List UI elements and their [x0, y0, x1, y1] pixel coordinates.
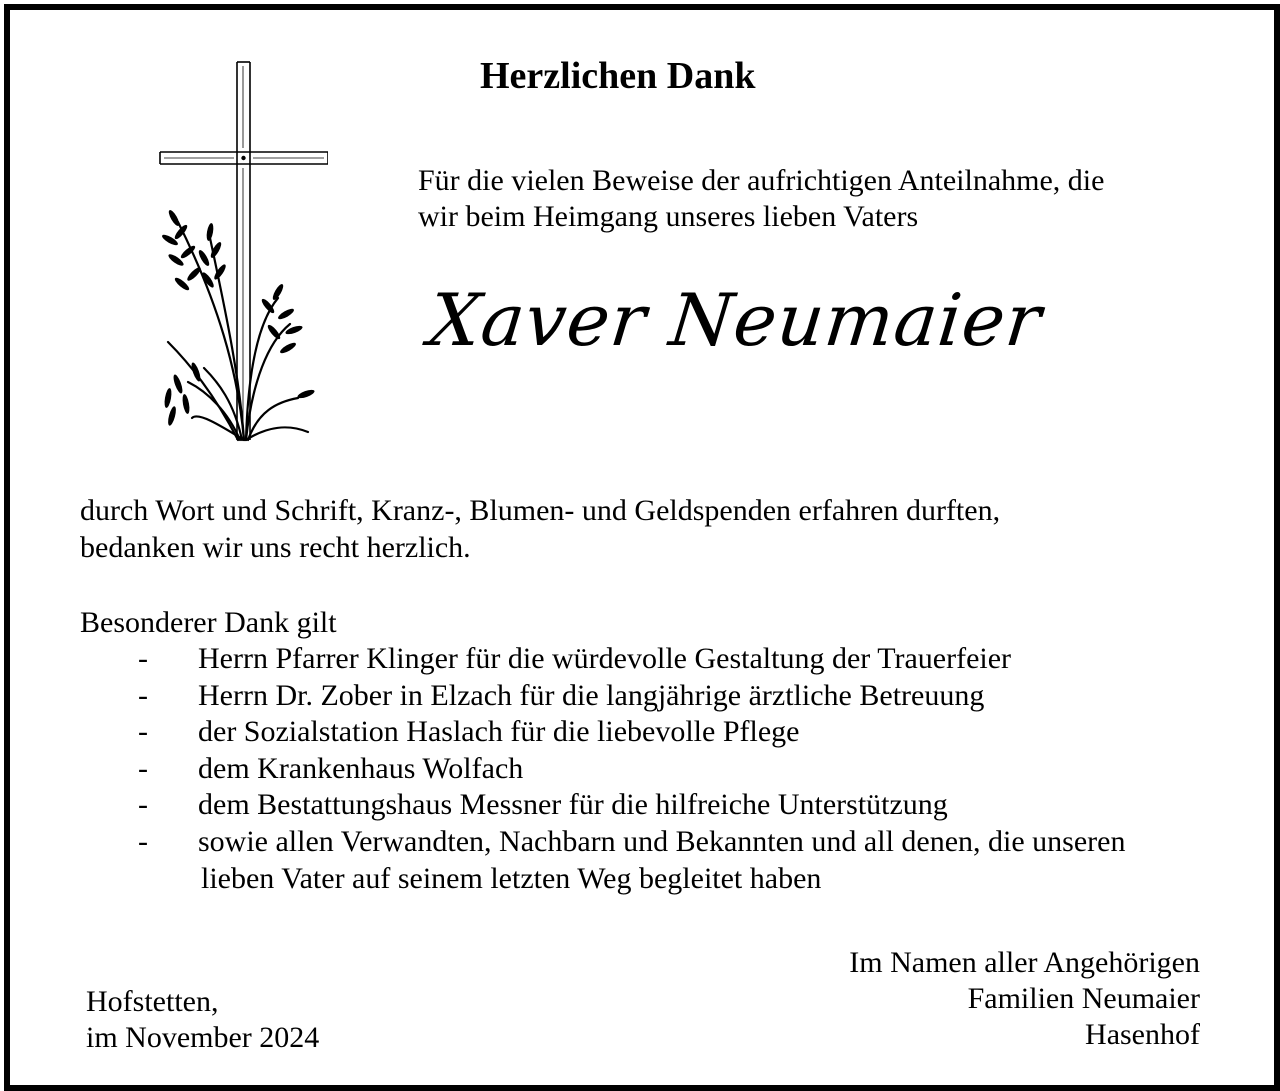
list-bullet: - — [138, 751, 148, 785]
signature-line: Familien Neumaier — [967, 982, 1200, 1015]
list-item — [80, 714, 1125, 751]
list-item-text: der Sozialstation Haslach für die liebevolle Pflege — [198, 715, 800, 749]
body-text — [80, 492, 1000, 566]
list-bullet: - — [138, 715, 148, 749]
deceased-name: Xaver Neumaier — [425, 278, 1046, 362]
date: im November 2024 — [86, 1021, 320, 1054]
list-item-text: Herrn Dr. Zober in Elzach für die langjährige ärztliche Betreuung — [198, 678, 985, 712]
signature-line: Im Namen aller Angehörigen — [849, 946, 1200, 979]
place-date — [86, 984, 319, 1056]
intro-text — [418, 163, 1104, 235]
intro-line: wir beim Heimgang unseres lieben Vaters — [418, 200, 919, 233]
list-item — [80, 641, 1125, 678]
list-item-text: dem Krankenhaus Wolfach — [198, 751, 524, 785]
list-item — [80, 751, 1125, 788]
body-line: durch Wort und Schrift, Kranz-, Blumen- und Geldspenden erfahren durften, — [80, 494, 1001, 527]
body-line: bedanken wir uns recht herzlich. — [80, 531, 471, 564]
signature-line: Hasenhof — [1085, 1018, 1200, 1051]
list-bullet: - — [138, 824, 148, 858]
intro-line: Für die vielen Beweise der aufrichtigen Anteilnahme, die — [418, 164, 1105, 197]
cross-with-grass-icon — [148, 52, 328, 442]
notice-frame — [4, 4, 1280, 1091]
list-item-text: sowie allen Verwandten, Nachbarn und Bekannten und all denen, die unseren — [198, 824, 1126, 858]
list-item-text: Herrn Pfarrer Klinger für die würdevolle Gestaltung der Trauerfeier — [198, 642, 1012, 675]
list-item-text: dem Bestattungshaus Messner für die hilfreiche Unterstützung — [198, 788, 948, 822]
thanks-heading: Besonderer Dank gilt — [80, 606, 337, 639]
list-bullet: - — [138, 678, 148, 712]
list-item — [80, 824, 1125, 897]
signature-block — [849, 945, 1200, 1053]
list-item-continuation: lieben Vater auf seinem letzten Weg begleitet haben — [201, 861, 822, 895]
list-bullet: - — [138, 642, 148, 675]
list-bullet: - — [138, 788, 148, 822]
list-item — [80, 678, 1125, 715]
place: Hofstetten, — [86, 985, 219, 1018]
thanks-list — [80, 641, 1125, 897]
notice-title: Herzlichen Dank — [480, 55, 756, 97]
list-item — [80, 787, 1125, 824]
